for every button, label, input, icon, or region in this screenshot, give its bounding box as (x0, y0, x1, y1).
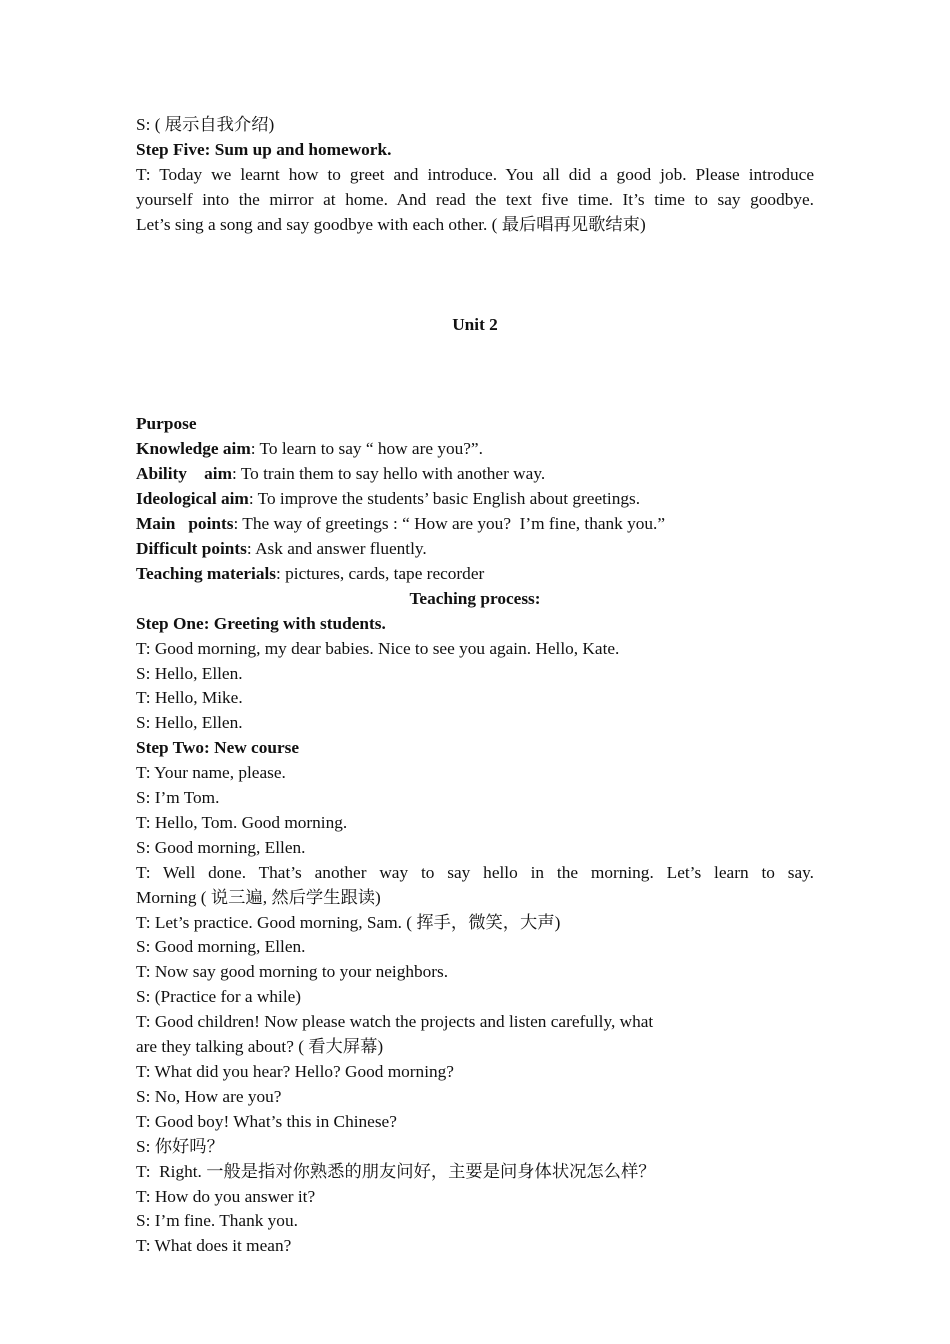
dialogue-line: T: Hello, Tom. Good morning. (136, 812, 348, 832)
dialogue-line: T: Good morning, my dear babies. Nice to see you again. Hello, Kate. (136, 638, 620, 658)
dialogue-line: T: Good boy! What’s this in Chinese? (136, 1111, 397, 1131)
student-line: S: ( 展示自我介绍) (136, 115, 275, 134)
dialogue-line: T: How do you answer it? (136, 1186, 316, 1206)
main-points-text: : The way of greetings : “ How are you? I’m fine, thank you.” (233, 514, 666, 534)
dialogue-line: S: 你好吗？ (136, 1136, 224, 1156)
ideological-aim-label: Ideological aim (136, 489, 249, 509)
step-two-heading: Step Two: New course (136, 738, 300, 758)
dialogue-line: S: Good morning, Ellen. (136, 837, 306, 857)
dialogue-line: T: What did you hear? Hello? Good morning? (136, 1062, 454, 1081)
teaching-materials-text: : pictures, cards, tape recorder (276, 563, 485, 583)
dialogue-line: S: Good morning, Ellen. (136, 937, 306, 957)
difficult-points-text: : Ask and answer fluently. (246, 538, 427, 558)
ability-aim-text: : To train them to say hello with another way. (232, 464, 546, 484)
teaching-materials-label: Teaching materials (136, 563, 277, 583)
dialogue-line: T: Right. 一般是指对你熟悉的朋友问好，主要是问身体状况怎么样？ (136, 1161, 656, 1181)
paragraph-line: Let’s sing a song and say goodbye with each other. ( 最后唱再见歌结束) (136, 214, 646, 234)
main-points (136, 512, 814, 537)
step-one-heading: Step One: Greeting with students. (136, 613, 386, 633)
difficult-points (136, 537, 814, 562)
ideological-aim-text: : To improve the students’ basic English about greetings. (248, 489, 641, 509)
dialogue-line: T: Good children! Now please watch the projects and listen carefully, what (136, 1012, 654, 1032)
purpose-heading: Purpose (136, 414, 197, 434)
dialogue-line: T: Now say good morning to your neighbors. (136, 962, 449, 982)
step-one-lines (136, 637, 814, 737)
ability-aim (136, 462, 814, 487)
dialogue-line: S: No, How are you? (136, 1086, 282, 1106)
dialogue-line: Morning ( 说三遍, 然后学生跟读) (136, 887, 381, 907)
paragraph-line: yourself into the mirror at home. And read the text five time. It’s time to say goodbye. (136, 189, 814, 209)
step-five-heading: Step Five: Sum up and homework. (136, 139, 392, 159)
teaching-materials (136, 562, 814, 587)
ideological-aim (136, 487, 814, 512)
dialogue-line: S: (Practice for a while) (136, 987, 302, 1007)
dialogue-line: T: Let’s practice. Good morning, Sam. ( 挥手，微笑，大声) (136, 912, 561, 932)
dialogue-line: T: Hello, Mike. (136, 688, 243, 708)
dialogue-line: are they talking about? ( 看大屏幕) (136, 1037, 384, 1057)
teaching-process-heading: Teaching process: (409, 588, 541, 608)
dialogue-line: T: Well done. That’s another way to say hello in the morning. Let’s learn to say. (136, 862, 814, 882)
unit-title: Unit 2 (452, 314, 498, 334)
paragraph-line: T: Today we learnt how to greet and introduce. You all did a good job. Please introduce (136, 164, 814, 184)
step-two-lines (136, 761, 814, 1259)
document-page (136, 113, 814, 1259)
dialogue-line: S: I’m fine. Thank you. (136, 1211, 298, 1231)
dialogue-line: T: Your name, please. (136, 763, 286, 783)
main-points-label: Main points (136, 514, 234, 534)
knowledge-aim (136, 437, 814, 462)
dialogue-line: T: What does it mean? (136, 1236, 292, 1256)
dialogue-line: S: Hello, Ellen. (136, 663, 243, 683)
dialogue-line: S: Hello, Ellen. (136, 713, 243, 733)
dialogue-line: S: I’m Tom. (136, 788, 220, 808)
knowledge-aim-text: : To learn to say “ how are you?”. (250, 439, 483, 459)
difficult-points-label: Difficult points (136, 538, 247, 558)
ability-aim-label: Ability aim (136, 464, 233, 484)
knowledge-aim-label: Knowledge aim (136, 439, 251, 459)
